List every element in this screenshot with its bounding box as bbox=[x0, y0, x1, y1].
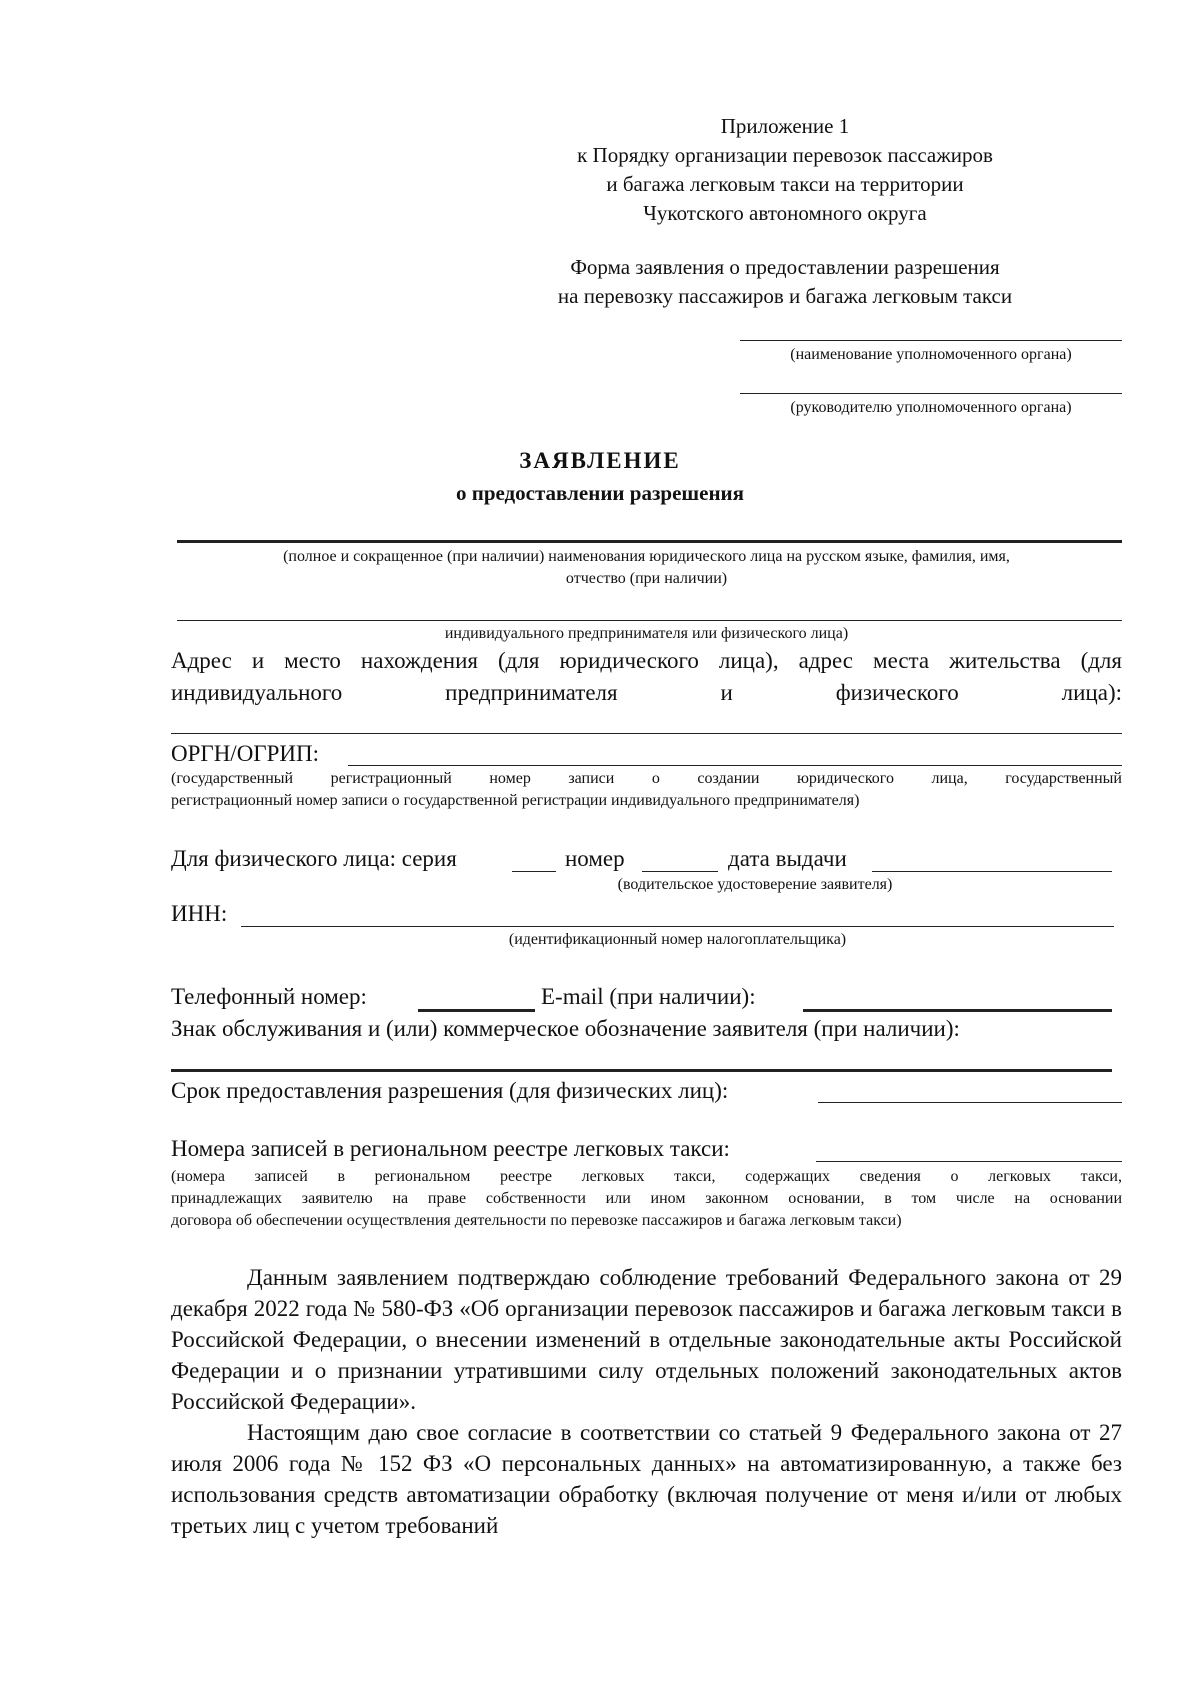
term-field[interactable] bbox=[818, 1102, 1122, 1103]
applicant-name-caption-1 bbox=[171, 546, 1122, 590]
registry-label: Номера записей в региональном реестре легковых такси: bbox=[171, 1136, 730, 1161]
issue-date-label: дата выдачи bbox=[728, 846, 847, 871]
applicant-name-field-2[interactable] bbox=[177, 620, 1122, 621]
number-field[interactable] bbox=[642, 871, 718, 872]
document-title: ЗАЯВЛЕНИЕ bbox=[519, 448, 681, 473]
email-label: E-mail (при наличии): bbox=[541, 984, 756, 1009]
applicant-name-field[interactable] bbox=[177, 540, 1122, 543]
series-label: Для физического лица: серия bbox=[171, 846, 457, 871]
authority-name-caption: (наименование уполномоченного органа) bbox=[790, 346, 1072, 363]
appendix-line-3: и багажа легковым такси на территории bbox=[606, 172, 964, 196]
term-label: Срок предоставления разрешения (для физических лиц): bbox=[171, 1078, 729, 1103]
authority-name-field[interactable] bbox=[740, 340, 1122, 341]
form-title bbox=[505, 253, 1065, 311]
confirmation-paragraph: Данным заявлением подтверждаю соблюдение требований Федерального закона от 29 декабря 2022 года № 580-ФЗ «Об организации перевозок пассажиров и багажа легковым такси в Российской Федерации, о внесении изменений в отдельные законодательные акты Российской Федерации и о признании утратившими силу отдельных положений законодательных актов Российской Федерации». bbox=[171, 1265, 1122, 1414]
license-caption: (водительское удостоверение заявителя) bbox=[617, 876, 893, 893]
inn-field[interactable] bbox=[241, 926, 1114, 927]
registry-caption-line-2: принадлежащих заявителю на праве собственности или ином законном основании, в том числе на основании bbox=[171, 1190, 1122, 1207]
registry-field[interactable] bbox=[816, 1161, 1122, 1162]
phone-label: Телефонный номер: bbox=[171, 984, 367, 1009]
applicant-name-caption-1-line-2: отчество (при наличии) bbox=[565, 570, 728, 587]
address-label-line-2: индивидуального предпринимателя и физического лица): bbox=[171, 680, 1122, 705]
ogrn-label: ОРГН/ОГРИП: bbox=[171, 741, 320, 766]
issue-date-field[interactable] bbox=[872, 871, 1112, 872]
authority-head-field[interactable] bbox=[740, 393, 1122, 394]
applicant-name-caption-1-line-1: (полное и сокращенное (при наличии) наименования юридического лица на русском языке, фамилия, имя, bbox=[283, 548, 1010, 565]
registry-caption-line-3: договора об обеспечении осуществления деятельности по перевозке пассажиров и багажа легковым такси) bbox=[171, 1212, 902, 1229]
appendix-line-4: Чукотского автономного округа bbox=[643, 201, 927, 225]
inn-label: ИНН: bbox=[171, 901, 228, 926]
appendix-line-1: Приложение 1 bbox=[720, 114, 850, 138]
form-title-line-2: на перевозку пассажиров и багажа легковым такси bbox=[557, 284, 1013, 308]
ogrn-caption-line-1: (государственный регистрационный номер записи о создании юридического лица, государственный bbox=[171, 770, 1122, 787]
number-label: номер bbox=[565, 846, 625, 871]
series-field[interactable] bbox=[512, 871, 556, 872]
ogrn-field[interactable] bbox=[348, 765, 1122, 766]
address-label-line-1: Адрес и место нахождения (для юридического лица), адрес места жительства (для bbox=[171, 648, 1122, 673]
authority-head-caption: (руководителю уполномоченного органа) bbox=[790, 399, 1072, 416]
ogrn-caption-line-2: регистрационный номер записи о государственной регистрации индивидуального предпринимателя) bbox=[171, 792, 860, 809]
applicant-name-caption-2: индивидуального предпринимателя или физического лица) bbox=[444, 625, 849, 642]
email-field[interactable] bbox=[803, 1009, 1112, 1012]
personal-data-paragraph: Настоящим даю свое согласие в соответствии со статьей 9 Федерального закона от 27 июля 2006 года № 152 ФЗ «О персональных данных» на автоматизированную, а также без использования средств автоматизации обработку (включая получение от меня и/или от любых третьих лиц с учетом требований bbox=[171, 1420, 1122, 1538]
phone-field[interactable] bbox=[418, 1009, 535, 1012]
registry-caption-line-1: (номера записей в региональном реестре легковых такси, содержащих сведения о легковых такси, bbox=[171, 1168, 1122, 1185]
form-title-line-1: Форма заявления о предоставлении разрешения bbox=[570, 255, 1000, 279]
inn-caption: (идентификационный номер налогоплательщика) bbox=[508, 931, 847, 948]
document-subtitle: о предоставлении разрешения bbox=[455, 481, 745, 505]
service-mark-label: Знак обслуживания и (или) коммерческое обозначение заявителя (при наличии): bbox=[171, 1016, 960, 1041]
appendix-header bbox=[505, 112, 1065, 228]
address-field[interactable] bbox=[171, 733, 1122, 734]
service-mark-field[interactable] bbox=[171, 1069, 1112, 1072]
consent-text bbox=[171, 1262, 1122, 1541]
appendix-line-2: к Порядку организации перевозок пассажиров bbox=[577, 143, 993, 167]
